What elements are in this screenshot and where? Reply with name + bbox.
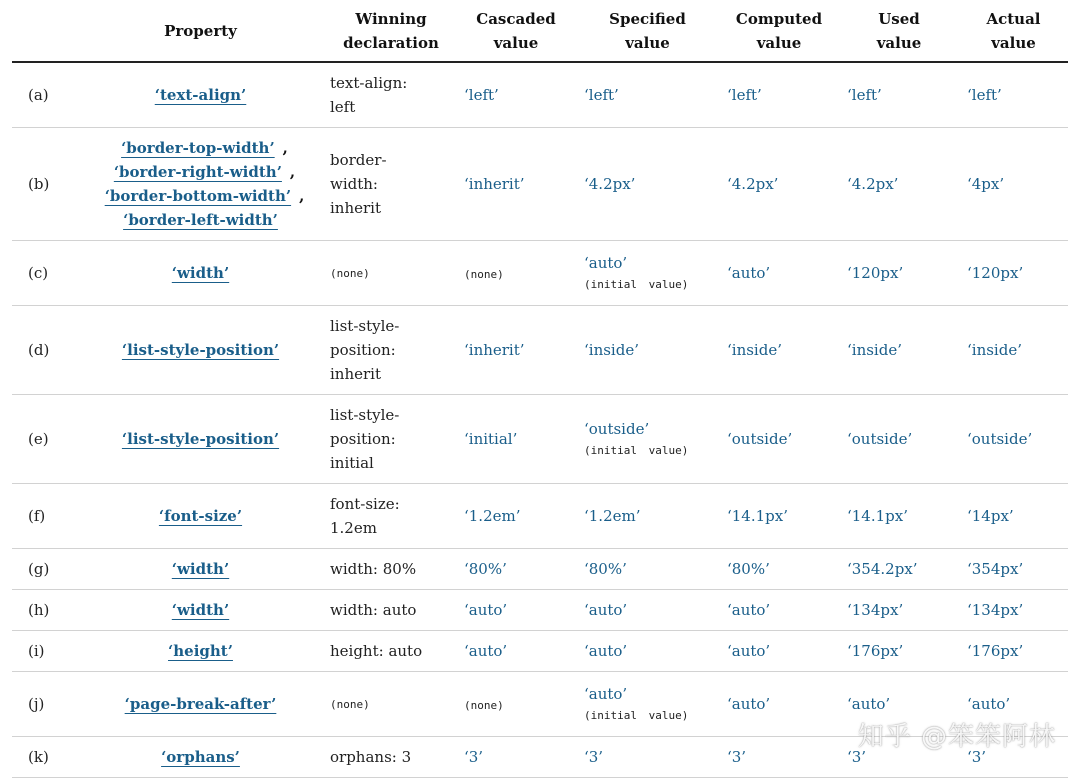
used-value: ‘134px’ (839, 589, 959, 630)
header-specified-value: Specified value (576, 0, 719, 62)
actual-value: ‘auto’ (959, 671, 1068, 736)
cascaded-value: ‘80%’ (456, 548, 576, 589)
cascaded-value: ‘inherit’ (456, 127, 576, 240)
property-cell (75, 305, 326, 394)
property-link[interactable]: ‘height’ (168, 641, 233, 660)
property-link[interactable]: ‘width’ (171, 559, 230, 578)
winning-declaration: orphans: 3 (326, 736, 456, 777)
specified-value: ‘4.2px’ (576, 127, 719, 240)
row-label: (g) (12, 548, 75, 589)
computed-value: ‘auto’ (719, 630, 839, 671)
property-cell (75, 483, 326, 548)
cascaded-value: ‘auto’ (456, 630, 576, 671)
property-link[interactable]: ‘font-size’ (158, 506, 243, 525)
property-cell (75, 62, 326, 127)
winning-declaration: border-width: inherit (326, 127, 456, 240)
property-cell (75, 630, 326, 671)
winning-declaration: (none) (326, 671, 456, 736)
computed-value: ‘auto’ (719, 671, 839, 736)
property-link[interactable]: ‘page-break-after’ (124, 694, 277, 713)
property-cell (75, 671, 326, 736)
actual-value: ‘120px’ (959, 240, 1068, 305)
row-label: (d) (12, 305, 75, 394)
table-row (12, 589, 1068, 630)
initial-value-note: (initial value) (584, 709, 689, 722)
header-label-col (12, 0, 75, 62)
property-link[interactable]: ‘text-align’ (154, 85, 247, 104)
table-row (12, 548, 1068, 589)
winning-declaration: font-size: 1.2em (326, 483, 456, 548)
property-link[interactable]: ‘border-right-width’ (113, 162, 282, 181)
actual-value: ‘outside’ (959, 394, 1068, 483)
actual-value: ‘14px’ (959, 483, 1068, 548)
table-row (12, 630, 1068, 671)
property-link[interactable]: ‘list-style-position’ (121, 429, 280, 448)
row-label: (f) (12, 483, 75, 548)
cascaded-value: ‘auto’ (456, 589, 576, 630)
row-label: (j) (12, 671, 75, 736)
computed-value: ‘left’ (719, 62, 839, 127)
table-row (12, 62, 1068, 127)
property-cell (75, 736, 326, 777)
used-value: ‘inside’ (839, 305, 959, 394)
property-cell (75, 240, 326, 305)
computed-value: ‘auto’ (719, 240, 839, 305)
actual-value: ‘134px’ (959, 589, 1068, 630)
property-link[interactable]: ‘border-left-width’ (123, 210, 278, 229)
computed-value: ‘3’ (719, 736, 839, 777)
computed-value: ‘outside’ (719, 394, 839, 483)
property-link[interactable]: ‘list-style-position’ (121, 340, 280, 359)
header-used-value: Used value (839, 0, 959, 62)
cascaded-value: ‘left’ (456, 62, 576, 127)
cascaded-value: ‘3’ (456, 736, 576, 777)
table-row (12, 127, 1068, 240)
actual-value: ‘4px’ (959, 127, 1068, 240)
winning-declaration: height: auto (326, 630, 456, 671)
cascaded-value: ‘initial’ (456, 394, 576, 483)
actual-value: ‘inside’ (959, 305, 1068, 394)
specified-value: ‘auto’ (initial value) (576, 671, 719, 736)
cascaded-value: ‘inherit’ (456, 305, 576, 394)
header-actual-value: Actual value (959, 0, 1068, 62)
property-cell (75, 548, 326, 589)
actual-value: ‘3’ (959, 736, 1068, 777)
row-label: (a) (12, 62, 75, 127)
header-winning-declaration: Winning declaration (326, 0, 456, 62)
property-values-table (12, 0, 1068, 778)
property-link[interactable]: ‘border-top-width’ (121, 138, 275, 157)
row-label: (e) (12, 394, 75, 483)
used-value: ‘176px’ (839, 630, 959, 671)
table-row (12, 240, 1068, 305)
row-label: (i) (12, 630, 75, 671)
property-cell (75, 394, 326, 483)
computed-value: ‘4.2px’ (719, 127, 839, 240)
specified-value: ‘auto’ (initial value) (576, 240, 719, 305)
property-link[interactable]: ‘width’ (171, 600, 230, 619)
cascaded-value: (none) (456, 671, 576, 736)
property-link[interactable]: ‘width’ (171, 263, 230, 282)
property-cell (75, 589, 326, 630)
table-row (12, 394, 1068, 483)
winning-declaration: list-style-position: initial (326, 394, 456, 483)
specified-value: ‘1.2em’ (576, 483, 719, 548)
table-row (12, 305, 1068, 394)
actual-value: ‘left’ (959, 62, 1068, 127)
cascaded-value: (none) (456, 240, 576, 305)
header-cascaded-value: Cascaded value (456, 0, 576, 62)
used-value: ‘left’ (839, 62, 959, 127)
computed-value: ‘auto’ (719, 589, 839, 630)
computed-value: ‘inside’ (719, 305, 839, 394)
winning-declaration: (none) (326, 240, 456, 305)
specified-value: ‘3’ (576, 736, 719, 777)
specified-value: ‘80%’ (576, 548, 719, 589)
watermark: 知乎 @笨笨阿林 (857, 722, 1056, 752)
actual-value: ‘176px’ (959, 630, 1068, 671)
specified-value: ‘inside’ (576, 305, 719, 394)
row-label: (h) (12, 589, 75, 630)
row-label: (k) (12, 736, 75, 777)
table-row (12, 483, 1068, 548)
computed-value: ‘80%’ (719, 548, 839, 589)
winning-declaration: width: 80% (326, 548, 456, 589)
computed-value: ‘14.1px’ (719, 483, 839, 548)
initial-value-note: (initial value) (584, 444, 689, 457)
header-property: Property (75, 0, 326, 62)
used-value: ‘120px’ (839, 240, 959, 305)
winning-declaration: text-align: left (326, 62, 456, 127)
row-label: (c) (12, 240, 75, 305)
property-cell: ‘border-top-width’ , ‘border-right-width’ , ‘border-bottom-width’ , ‘border-left-width’ (75, 127, 326, 240)
property-link[interactable]: ‘orphans’ (161, 747, 240, 766)
header-computed-value: Computed value (719, 0, 839, 62)
specified-value: ‘auto’ (576, 589, 719, 630)
specified-value: ‘outside’ (initial value) (576, 394, 719, 483)
used-value: ‘4.2px’ (839, 127, 959, 240)
cascaded-value: ‘1.2em’ (456, 483, 576, 548)
property-link[interactable]: ‘border-bottom-width’ (104, 186, 292, 205)
row-label: (b) (12, 127, 75, 240)
header-row (12, 0, 1068, 62)
used-value: ‘outside’ (839, 394, 959, 483)
winning-declaration: list-style-position: inherit (326, 305, 456, 394)
used-value: ‘14.1px’ (839, 483, 959, 548)
specified-value: ‘left’ (576, 62, 719, 127)
initial-value-note: (initial value) (584, 278, 689, 291)
used-value: ‘354.2px’ (839, 548, 959, 589)
used-value: ‘3’ (839, 736, 959, 777)
specified-value: ‘auto’ (576, 630, 719, 671)
actual-value: ‘354px’ (959, 548, 1068, 589)
used-value: ‘auto’ (839, 671, 959, 736)
winning-declaration: width: auto (326, 589, 456, 630)
